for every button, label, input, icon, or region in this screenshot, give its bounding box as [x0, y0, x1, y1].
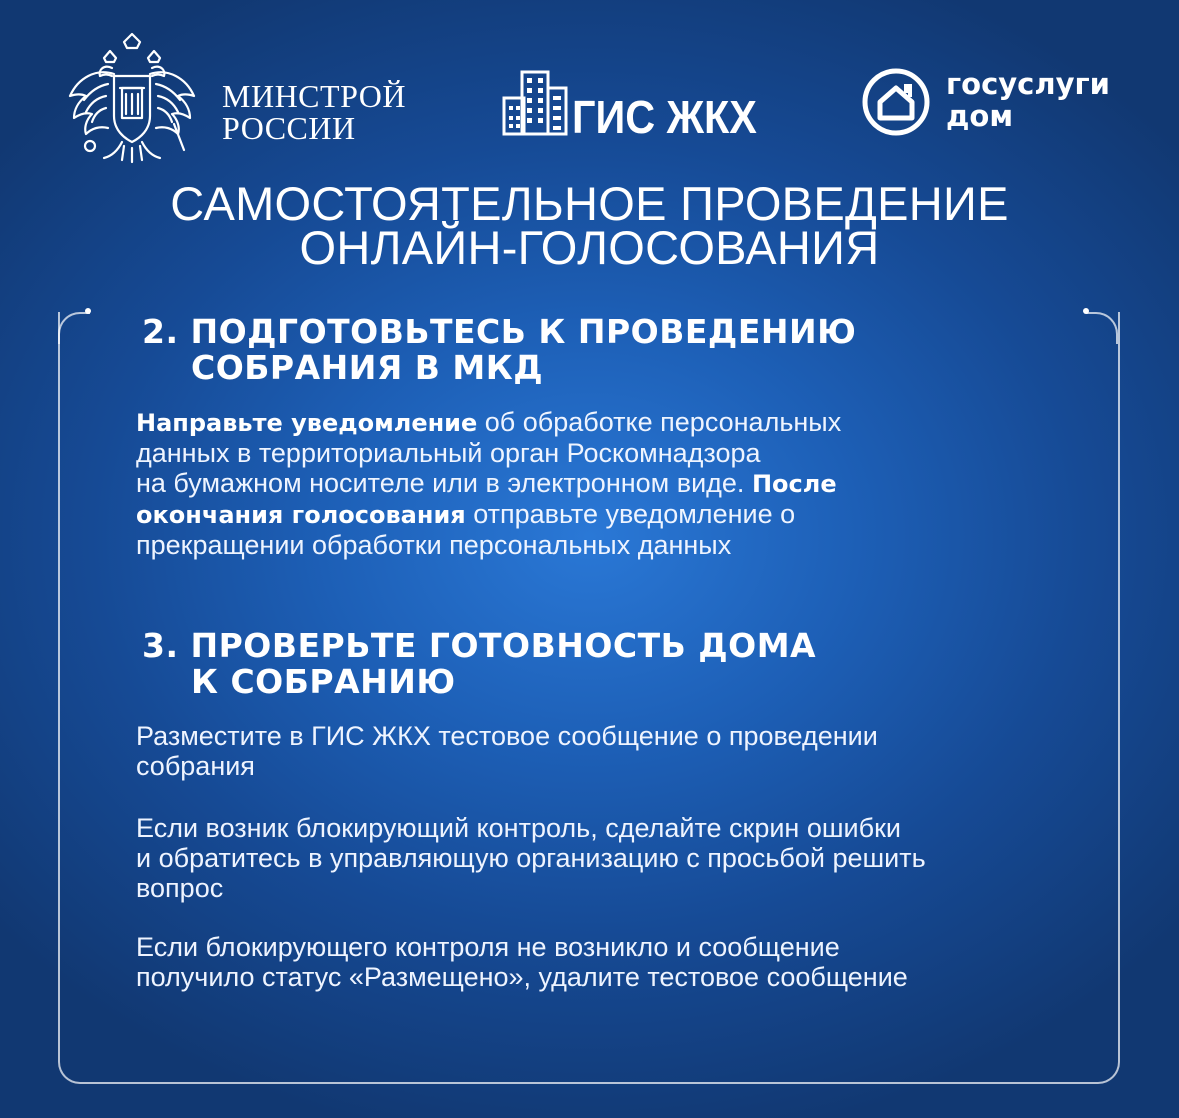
gosuslugi-wordmark — [946, 68, 1110, 132]
end-voting-bold-text: окончания голосования — [136, 501, 466, 529]
apartment-building-icon — [500, 68, 570, 136]
paragraph-line: и обратитесь в управляющую организацию с просьбой решить — [136, 843, 926, 873]
section-3-paragraph-3 — [136, 932, 1066, 992]
title-line2: ОНЛАЙН-ГОЛОСОВАНИЯ — [299, 221, 880, 274]
ministry-wordmark — [222, 80, 406, 144]
ministry-line1: МИНСТРОЙ — [222, 78, 406, 114]
paragraph-line: на бумажном носителе или в электронном виде. — [136, 468, 752, 498]
section-3-paragraph-1 — [136, 721, 1066, 781]
house-in-circle-icon — [860, 66, 932, 138]
gis-label: ГИС ЖКХ — [572, 91, 757, 143]
section-3-heading — [142, 628, 816, 700]
after-bold-text: После — [751, 470, 837, 498]
double-headed-eagle-emblem-icon — [62, 28, 202, 168]
frame-dot-right — [1083, 308, 1089, 314]
section-2-heading-line1: 2. ПОДГОТОВЬТЕСЬ К ПРОВЕДЕНИЮ — [142, 312, 857, 351]
section-3-paragraph-2 — [136, 813, 1066, 903]
paragraph-line: собрания — [136, 751, 255, 781]
gis-zhkh-logo — [500, 68, 780, 148]
title-line1: САМОСТОЯТЕЛЬНОЕ ПРОВЕДЕНИЕ — [170, 177, 1009, 230]
paragraph-line: вопрос — [136, 873, 224, 903]
notice-text: отправьте уведомление о — [465, 499, 796, 529]
logo-bar — [0, 28, 1179, 178]
paragraph-line: Разместите в ГИС ЖКХ тестовое сообщение о проведении — [136, 721, 878, 751]
gosuslugi-line1: госуслуги — [946, 67, 1110, 101]
frame-dot-left — [85, 308, 91, 314]
notice-bold-text: Направьте уведомление — [136, 409, 478, 437]
notice-text: об обработке персональных — [477, 407, 842, 437]
section-3-heading-line1: 3. ПРОВЕРЬТЕ ГОТОВНОСТЬ ДОМА — [142, 626, 817, 665]
ministry-line2: РОССИИ — [222, 110, 356, 146]
section-2-heading — [142, 314, 856, 386]
gosuslugi-line2: дом — [946, 99, 1014, 133]
section-3-heading-line2: К СОБРАНИЮ — [191, 662, 456, 701]
paragraph-line: прекращении обработки персональных данных — [136, 530, 732, 560]
paragraph-line: данных в территориальный орган Роскомнадзора — [136, 438, 761, 468]
paragraph-line: Если возник блокирующий контроль, сделайте скрин ошибки — [136, 813, 901, 843]
page-title — [0, 177, 1179, 274]
paragraph-line: Если блокирующего контроля не возникло и сообщение — [136, 932, 840, 962]
paragraph-line: получило статус «Размещено», удалите тестовое сообщение — [136, 962, 908, 992]
gosuslugi-dom-logo — [860, 66, 1140, 146]
section-2-heading-line2: СОБРАНИЯ В МКД — [191, 348, 544, 387]
section-2-paragraph — [136, 407, 1066, 560]
